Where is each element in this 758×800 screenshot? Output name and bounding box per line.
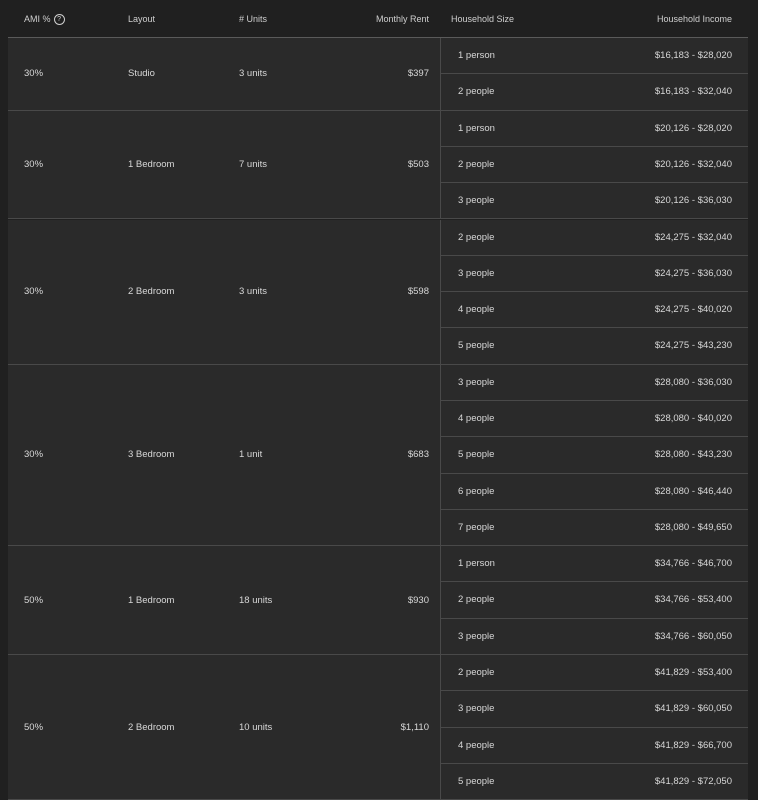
- header-household-income: Household Income: [656, 14, 732, 24]
- ami-cell: 30%: [24, 68, 44, 80]
- household-size-cell: 3 people: [458, 703, 495, 715]
- header-ami: [24, 14, 65, 25]
- table-row: [440, 401, 748, 437]
- household-income-cell: $28,080 - $43,230: [654, 449, 732, 461]
- table-row: [440, 691, 748, 727]
- household-size-cell: 3 people: [458, 195, 495, 207]
- layout-cell: 3 Bedroom: [128, 449, 175, 461]
- table-row: [440, 74, 748, 110]
- table-row-group: [8, 220, 748, 365]
- table-row: [440, 256, 748, 292]
- household-income-cell: $16,183 - $32,040: [654, 86, 732, 98]
- table-row: [440, 582, 748, 618]
- layout-cell: 2 Bedroom: [128, 286, 175, 298]
- table-row-group: [8, 546, 748, 655]
- header-units: # Units: [239, 14, 268, 24]
- household-size-cell: 2 people: [458, 231, 495, 243]
- layout-cell: 1 Bedroom: [128, 594, 175, 606]
- household-income-cell: $24,275 - $32,040: [654, 231, 732, 243]
- household-size-cell: 2 people: [458, 594, 495, 606]
- table-row: [440, 111, 748, 147]
- table-row: [440, 437, 748, 473]
- household-size-cell: 4 people: [458, 304, 495, 316]
- household-income-cell: $34,766 - $60,050: [654, 630, 732, 642]
- units-cell: 1 unit: [239, 449, 263, 461]
- table-row-group: [8, 655, 748, 800]
- layout-cell: 1 Bedroom: [128, 159, 175, 171]
- household-income-cell: $28,080 - $36,030: [654, 376, 732, 388]
- table-row: [440, 546, 748, 582]
- ami-cell: 50%: [24, 721, 44, 733]
- household-income-cell: $41,829 - $72,050: [654, 775, 732, 787]
- ami-cell: 50%: [24, 594, 44, 606]
- table-row: [440, 38, 748, 74]
- rent-cell: $598: [407, 286, 429, 298]
- units-cell: 18 units: [239, 594, 273, 606]
- household-size-cell: 5 people: [458, 775, 495, 787]
- ami-cell: 30%: [24, 286, 44, 298]
- header-ami-label: AMI %: [24, 14, 51, 24]
- household-income-cell: $41,829 - $66,700: [654, 739, 732, 751]
- household-size-cell: 1 person: [458, 50, 495, 61]
- table-row: [440, 365, 748, 401]
- header-layout: Layout: [128, 14, 156, 24]
- household-income-cell: $20,126 - $36,030: [654, 195, 732, 207]
- help-icon[interactable]: ?: [54, 14, 65, 25]
- table-row-group: [8, 111, 748, 220]
- header-household-size: Household Size: [451, 14, 515, 24]
- household-size-cell: 5 people: [458, 340, 495, 352]
- household-income-cell: $24,275 - $36,030: [654, 267, 732, 279]
- household-size-cell: 2 people: [458, 86, 495, 98]
- table-row: [440, 474, 748, 510]
- household-income-cell: $20,126 - $32,040: [654, 158, 732, 170]
- layout-cell: Studio: [128, 68, 155, 80]
- household-income-cell: $28,080 - $49,650: [654, 521, 732, 533]
- table-row: [440, 619, 748, 655]
- household-size-cell: 2 people: [458, 158, 495, 170]
- household-size-cell: 4 people: [458, 739, 495, 751]
- table-row: [440, 183, 748, 219]
- household-size-cell: 1 person: [458, 558, 495, 570]
- table-row-group: [8, 38, 748, 111]
- units-cell: 3 units: [239, 68, 267, 80]
- table-row: [440, 764, 748, 800]
- household-income-cell: $41,829 - $60,050: [654, 703, 732, 715]
- household-income-cell: $24,275 - $43,230: [654, 340, 732, 352]
- household-income-cell: $20,126 - $28,020: [654, 122, 732, 134]
- household-income-cell: $34,766 - $53,400: [654, 594, 732, 606]
- rent-cell: $930: [407, 594, 429, 606]
- rent-cell: $1,110: [400, 721, 429, 733]
- table-row: [440, 328, 748, 364]
- rent-cell: $683: [407, 449, 429, 461]
- household-size-cell: 3 people: [458, 376, 495, 388]
- table-row-group: [8, 365, 748, 547]
- household-size-cell: 4 people: [458, 412, 495, 424]
- table-row: [440, 728, 748, 764]
- ami-cell: 30%: [24, 449, 44, 461]
- household-size-cell: 3 people: [458, 630, 495, 642]
- units-cell: 3 units: [239, 286, 267, 298]
- household-size-cell: 1 person: [458, 122, 495, 134]
- units-cell: 10 units: [239, 721, 273, 733]
- header-monthly-rent: Monthly Rent: [375, 14, 429, 24]
- units-cell: 7 units: [239, 159, 267, 171]
- household-income-cell: $28,080 - $46,440: [654, 485, 732, 497]
- household-size-cell: 5 people: [458, 449, 495, 461]
- table-row: [440, 510, 748, 546]
- table-header: [0, 0, 758, 38]
- household-income-cell: $24,275 - $40,020: [654, 304, 732, 316]
- household-income-cell: $16,183 - $28,020: [654, 50, 732, 61]
- household-income-cell: $34,766 - $46,700: [654, 558, 732, 570]
- household-income-cell: $41,829 - $53,400: [654, 667, 732, 679]
- household-size-cell: 6 people: [458, 485, 495, 497]
- household-size-cell: 2 people: [458, 667, 495, 679]
- rent-cell: $397: [407, 68, 429, 80]
- household-income-cell: $28,080 - $40,020: [654, 412, 732, 424]
- ami-cell: 30%: [24, 159, 44, 171]
- table-row: [440, 655, 748, 691]
- table-row: [440, 220, 748, 256]
- layout-cell: 2 Bedroom: [128, 721, 175, 733]
- table-row: [440, 292, 748, 328]
- rent-cell: $503: [407, 159, 429, 171]
- household-size-cell: 3 people: [458, 267, 495, 279]
- table-row: [440, 147, 748, 183]
- household-size-cell: 7 people: [458, 521, 495, 533]
